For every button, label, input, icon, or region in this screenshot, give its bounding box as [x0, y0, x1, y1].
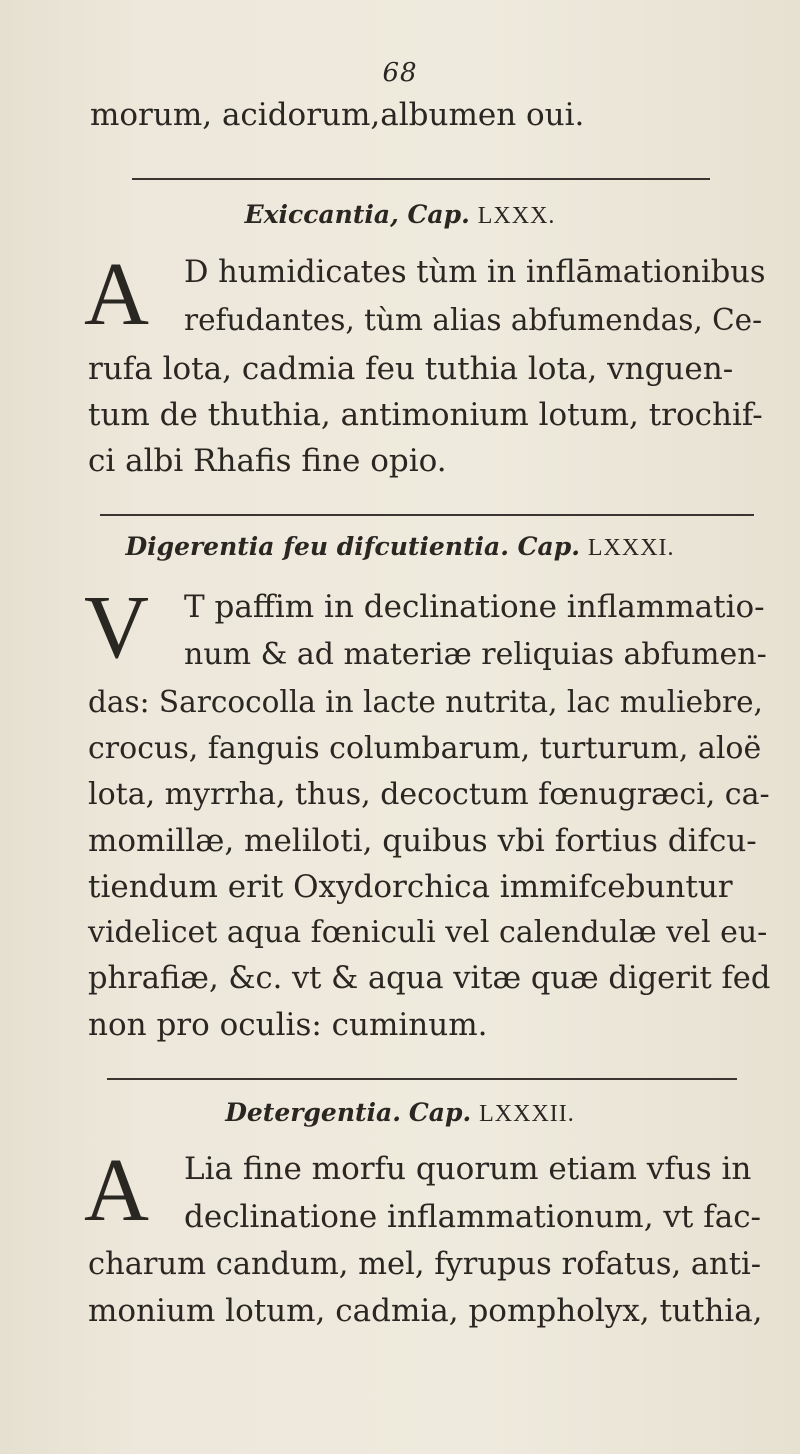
text-line: refudantes, tùm alias abfumendas, Ce- [184, 303, 763, 337]
text-line: non pro oculis: cuminum. [88, 1007, 488, 1043]
heading-title: Exiccantia, Cap. [244, 200, 470, 229]
text-line: D humidicates tùm in inflāmationibus [184, 255, 766, 290]
text-line: crocus, fanguis columbarum, turturum, aloë [88, 731, 762, 766]
text-line: monium lotum, cadmia, pompholyx, tuthia, [88, 1293, 763, 1329]
heading-title: Detergentia. [225, 1098, 401, 1127]
text-line: declinatione inflammationum, vt fac- [184, 1199, 762, 1235]
text-line: Lia fine morfu quorum etiam vfus in [184, 1151, 752, 1187]
heading-numeral: LXXXI. [587, 535, 675, 561]
section-divider [100, 514, 754, 516]
heading-cap: Cap. [408, 1098, 472, 1127]
text-line: T paffim in declinatione inflammatio- [184, 589, 765, 625]
heading-title: Digerentia feu difcutientia. Cap. [125, 532, 580, 561]
drop-cap: A [84, 1141, 149, 1240]
text-line: phrafiæ, &c. vt & aqua vitæ quæ digerit fed [88, 961, 771, 996]
text-line: charum candum, mel, fyrupus rofatus, anti- [88, 1247, 762, 1282]
text-line: ci albi Rhafis fine opio. [88, 443, 447, 479]
text-line: num & ad materiæ reliquias abfumen- [184, 637, 767, 672]
page-number: 68 [382, 58, 418, 88]
text-line: tiendum erit Oxydorchica immifcebuntur [88, 869, 733, 905]
continued-text-line: morum, acidorum,albumen oui. [90, 97, 585, 133]
text-line: das: Sarcocolla in lacte nutrita, lac muliebre, [88, 685, 763, 719]
heading-numeral: LXXXII. [479, 1101, 575, 1127]
section-heading-digerentia [0, 532, 800, 562]
text-line: videlicet aqua fœniculi vel calendulæ vel eu- [88, 915, 768, 950]
heading-numeral: LXXX. [477, 203, 556, 229]
text-line: momillæ, meliloti, quibus vbi fortius difcu- [88, 823, 757, 859]
text-line: rufa lota, cadmia feu tuthia lota, vnguen- [88, 351, 734, 387]
text-line: lota, myrrha, thus, decoctum fœnugræci, ca- [88, 777, 770, 812]
section-heading-detergentia [0, 1098, 800, 1128]
drop-cap: A [84, 245, 149, 344]
section-divider [132, 178, 710, 180]
section-divider [107, 1078, 737, 1080]
section-heading-exiccantia [0, 200, 800, 230]
drop-cap: V [84, 578, 149, 677]
text-line: tum de thuthia, antimonium lotum, trochif- [88, 397, 763, 433]
